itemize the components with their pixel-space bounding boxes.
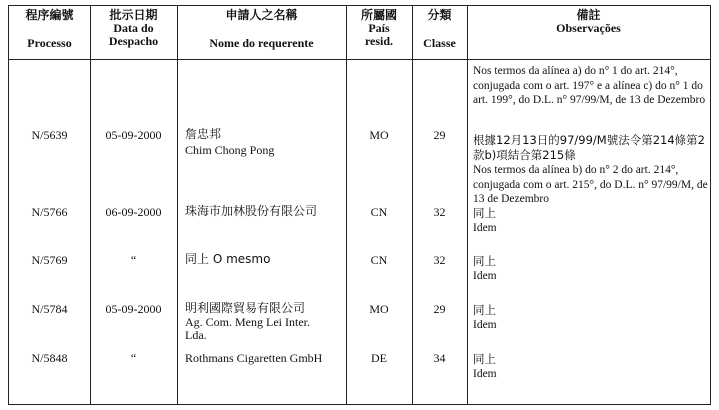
header-pais-pt2: resid. — [364, 34, 394, 48]
header-obs-cn: 備註 — [576, 8, 601, 22]
header-processo-cn: 程序編號 — [25, 8, 74, 22]
column-divider — [90, 6, 91, 404]
column-divider — [177, 6, 178, 404]
obs-row-4 — [473, 303, 709, 332]
row-1-processo: N/5639 — [31, 128, 68, 142]
row-1-pais: MO — [369, 128, 389, 142]
header-pais-pt1: País — [368, 21, 390, 35]
header-obs-pt: Observações — [556, 21, 621, 35]
obs-row-3 — [473, 254, 709, 283]
obs-row-5 — [473, 352, 709, 381]
row-4-nome-pt2: Lda. — [185, 328, 207, 342]
obs-row-3-cn: 同上 — [473, 254, 496, 268]
row-1-data: 05-09-2000 — [105, 128, 162, 142]
obs-mid-pt — [473, 163, 709, 207]
header-classe — [412, 9, 467, 50]
row-4-classe: 29 — [433, 302, 446, 316]
document-table — [8, 5, 711, 405]
header-processo — [9, 9, 90, 50]
header-pais — [346, 9, 412, 48]
obs-row-5-cn: 同上 — [473, 352, 496, 366]
header-nome-cn: 申請人之名稱 — [225, 8, 298, 22]
row-4-data: 05-09-2000 — [105, 302, 162, 316]
row-3-processo: N/5769 — [31, 253, 68, 267]
column-divider — [467, 6, 468, 404]
row-4-nome — [185, 302, 310, 343]
header-obs — [467, 9, 710, 35]
obs-row-4-pt: Idem — [473, 318, 497, 331]
obs-top-cn-text: 根據12月13日的97/99/M號法令第214條第2款b)項結合第215條 — [473, 133, 705, 162]
header-data-pt1: Data do — [113, 21, 154, 35]
header-nome — [177, 9, 346, 50]
row-3-classe: 32 — [433, 253, 446, 267]
obs-top-pt-text: Nos termos da alínea a) do n° 1 do art. 214°, conjugada com o art. 197° e a alínea c) do n° 1 do art. 199°, do D.L. n° 97/99/M, de 13 de Dezembro — [473, 65, 706, 106]
row-3-nome: 同上 O mesmo — [185, 252, 271, 266]
row-4-pais: MO — [369, 302, 389, 316]
row-5-pais: DE — [371, 351, 387, 365]
header-data-pt2: Despacho — [108, 34, 159, 48]
header-classe-cn: 分類 — [427, 8, 452, 22]
row-2-pais: CN — [370, 205, 388, 219]
obs-row-3-pt: Idem — [473, 269, 497, 282]
row-1-nome-pt: Chim Chong Pong — [185, 142, 275, 157]
obs-top-pt — [473, 64, 709, 108]
row-2-processo: N/5766 — [31, 205, 68, 219]
row-4-nome-pt: Ag. Com. Meng Lei Inter. — [185, 314, 310, 329]
header-data-cn: 批示日期 — [109, 8, 158, 22]
header-processo-pt: Processo — [27, 36, 72, 50]
row-3-data: “ — [130, 253, 137, 267]
column-divider — [412, 6, 413, 404]
obs-row-5-pt: Idem — [473, 367, 497, 380]
row-5-classe: 34 — [433, 351, 446, 365]
column-divider — [346, 6, 347, 404]
row-4-processo: N/5784 — [31, 302, 68, 316]
obs-row-2-cn: 同上 — [473, 206, 496, 220]
row-5-nome: Rothmans Cigaretten GmbH — [185, 351, 323, 365]
obs-row-2-pt: Idem — [473, 221, 497, 234]
row-4-nome-cn: 明利國際貿易有限公司 — [185, 301, 306, 315]
obs-row-2 — [473, 206, 709, 235]
header-pais-cn: 所屬國 — [360, 8, 397, 22]
header-divider — [9, 59, 710, 60]
row-2-classe: 32 — [433, 205, 446, 219]
header-nome-pt: Nome do requerente — [209, 36, 314, 50]
header-data — [90, 9, 177, 48]
row-3-pais: CN — [370, 253, 388, 267]
row-2-data: 06-09-2000 — [105, 205, 162, 219]
obs-top-cn — [473, 133, 709, 162]
obs-row-4-cn: 同上 — [473, 303, 496, 317]
row-1-classe: 29 — [433, 128, 446, 142]
row-1-nome — [185, 128, 274, 157]
row-5-data: “ — [130, 351, 137, 365]
row-2-nome: 珠海市加林股份有限公司 — [185, 204, 318, 218]
row-1-nome-cn: 詹忠邦 — [185, 127, 222, 141]
obs-mid-pt-text: Nos termos da alínea b) do n° 2 do art. 214°, conjugada com o art. 215°, do D.L. n° 97/99/M, de 13 de Dezembro — [473, 164, 708, 205]
header-classe-pt: Classe — [423, 36, 456, 50]
row-5-processo: N/5848 — [31, 351, 68, 365]
